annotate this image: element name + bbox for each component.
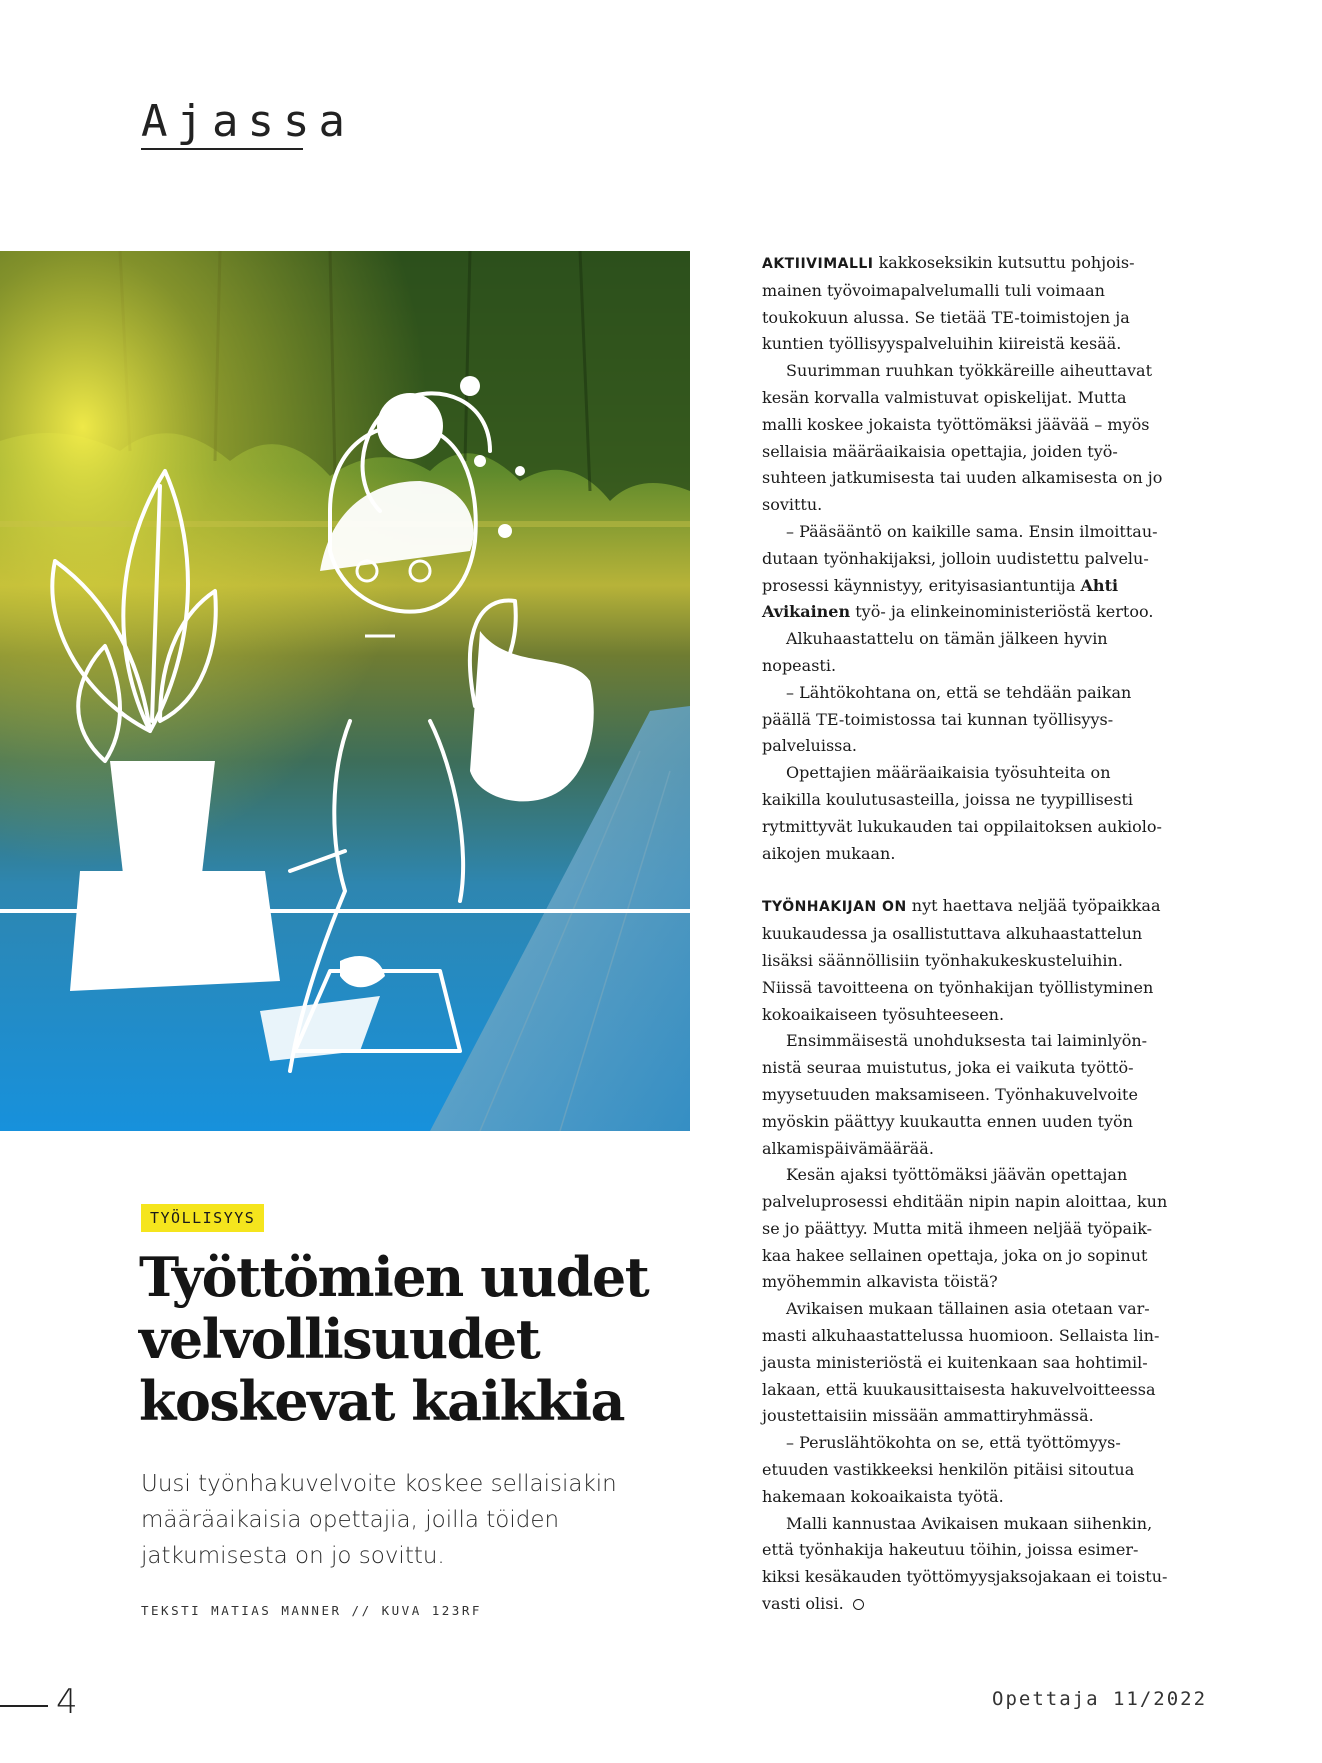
body-line: rytmittyvät lukukauden tai oppilaitoksen aukiolo-	[762, 816, 1162, 836]
body-line: kuntien työllisyyspalveluihin kiireistä kesää.	[762, 334, 1122, 354]
body-line: se jo päättyy. Mutta mitä ihmeen neljää työpaik-	[762, 1218, 1153, 1238]
body-line: Kesän ajaksi työttömäksi jäävän opettajan	[786, 1165, 1128, 1185]
headline-line: koskevat kaikkia	[139, 1369, 624, 1433]
body-line: – Lähtökohtana on, että se tehdään paikan	[786, 682, 1132, 702]
body-line: prosessi käynnistyy, erityisasiantuntija Ahti	[762, 575, 1119, 595]
body-line: sellaisia määräaikaisia opettajia, joiden työ-	[762, 441, 1118, 461]
footer-rule	[0, 1705, 48, 1707]
category-tag: TYÖLLISYYS	[141, 1204, 264, 1232]
person-name: Avikainen	[762, 602, 851, 622]
headline-line: Työttömien uudet	[139, 1245, 649, 1309]
body-line: Suurimman ruuhkan työkkäreille aiheuttavat	[786, 361, 1152, 381]
body-line: Alkuhaastattelu on tämän jälkeen hyvin	[786, 629, 1108, 649]
body-line: Opettajien määräaikaisia työsuhteita on	[786, 763, 1111, 783]
section-underline	[141, 148, 303, 150]
article-headline	[139, 1246, 679, 1432]
body-line: Ensimmäisestä unohduksesta tai laiminlyön-	[786, 1031, 1148, 1051]
body-line: suhteen jatkumisesta tai uuden alkamisesta on jo	[762, 468, 1163, 488]
body-line: Malli kannustaa Avikaisen mukaan siihenkin,	[786, 1513, 1153, 1533]
body-line: myysetuuden maksamiseen. Työnhakuvelvoite	[762, 1084, 1138, 1104]
body-line: mainen työvoimapalvelumalli tuli voimaan	[762, 280, 1105, 300]
headline-line: velvollisuudet	[139, 1307, 540, 1371]
body-line: alkamispäivämäärää.	[762, 1138, 934, 1158]
body-line: vasti olisi.	[762, 1591, 1202, 1618]
hero-illustration	[0, 251, 690, 1131]
body-line: Avikainen työ- ja elinkeinoministeriöstä kertoo.	[762, 602, 1154, 622]
body-line: sovittu.	[762, 495, 823, 515]
body-line: palveluissa.	[762, 736, 857, 756]
body-line: kaa hakee sellainen opettaja, joka on jo sopinut	[762, 1245, 1148, 1265]
body-line: AKTIIVIMALLI kakkoseksikin kutsuttu pohjois-	[762, 253, 1135, 272]
body-line: kuukaudessa ja osallistuttava alkuhaastattelun	[762, 924, 1143, 944]
body-line: päällä TE-toimistossa tai kunnan työllisyys-	[762, 709, 1114, 729]
body-line: nistä seuraa muistutus, joka ei vaikuta työttö-	[762, 1058, 1134, 1078]
body-line: hakemaan kokoaikaista työtä.	[762, 1486, 1004, 1506]
section-label: Ajassa	[141, 96, 354, 147]
body-line: lakaan, että kuukausittaisesta hakuvelvoitteessa	[762, 1379, 1156, 1399]
body-line: toukokuun alussa. Se tietää TE-toimistojen ja	[762, 307, 1130, 327]
body-line: myöskin päättyy kuukautta ennen uuden työn	[762, 1111, 1133, 1131]
body-line: kaikilla koulutusasteilla, joissa ne tyypillisesti	[762, 789, 1134, 809]
lead-line: määräaikaisia opettajia, joilla töiden	[141, 1507, 560, 1533]
body-line: TYÖNHAKIJAN ON nyt haettava neljää työpaikkaa	[762, 896, 1161, 916]
body-line: kiksi kesäkauden työttömyysjaksojakaan ei toistu-	[762, 1567, 1168, 1587]
body-line: – Pääsääntö on kaikille sama. Ensin ilmoittau-	[786, 521, 1158, 541]
body-line: että työnhakija hakeutuu töihin, joissa esimer-	[762, 1540, 1139, 1560]
body-line: Niissä tavoitteena on työnhakijan työllistyminen	[762, 977, 1154, 997]
page-number: 4	[56, 1682, 78, 1722]
body-line: – Peruslähtökohta on se, että työttömyys-	[786, 1433, 1121, 1453]
issue-label: Opettaja 11/2022	[992, 1688, 1208, 1710]
body-line: myöhemmin alkavista töistä?	[762, 1272, 998, 1292]
body-line: malli koskee jokaista työttömäksi jäävää – myös	[762, 414, 1150, 434]
lead-line: jatkumisesta on jo sovittu.	[141, 1543, 445, 1569]
article-body	[762, 250, 1202, 1618]
run-in-heading: AKTIIVIMALLI	[762, 256, 874, 272]
body-line: aikojen mukaan.	[762, 843, 896, 863]
lead-line: Uusi työnhakuvelvoite koskee sellaisiakin	[141, 1471, 617, 1497]
run-in-heading: TYÖNHAKIJAN ON	[762, 899, 907, 916]
body-line: jausta ministeriöstä ei kuitenkaan saa hohtimil-	[762, 1352, 1148, 1372]
body-line: masti alkuhaastattelussa huomioon. Sellaista lin-	[762, 1326, 1160, 1346]
end-mark-icon	[853, 1599, 864, 1610]
body-line: joustettaisiin missään ammattiryhmässä.	[762, 1406, 1094, 1426]
body-line: lisäksi säännöllisiin työnhakukeskusteluihin.	[762, 950, 1123, 970]
article-lead	[141, 1466, 661, 1574]
body-line: etuuden vastikkeeksi henkilön pitäisi sitoutua	[762, 1460, 1135, 1480]
body-line: nopeasti.	[762, 655, 837, 675]
body-line: palveluprosessi ehditään nipin napin aloittaa, kun	[762, 1192, 1168, 1212]
person-name: Ahti	[1080, 575, 1119, 595]
byline: TEKSTI MATIAS MANNER // KUVA 123RF	[141, 1603, 482, 1618]
body-line: kokoaikaiseen työsuhteeseen.	[762, 1004, 1005, 1024]
body-line: kesän korvalla valmistuvat opiskelijat. Mutta	[762, 387, 1127, 407]
body-line: dutaan työnhakijaksi, jolloin uudistettu palvelu-	[762, 548, 1149, 568]
body-line: Avikaisen mukaan tällainen asia otetaan var-	[786, 1299, 1150, 1319]
